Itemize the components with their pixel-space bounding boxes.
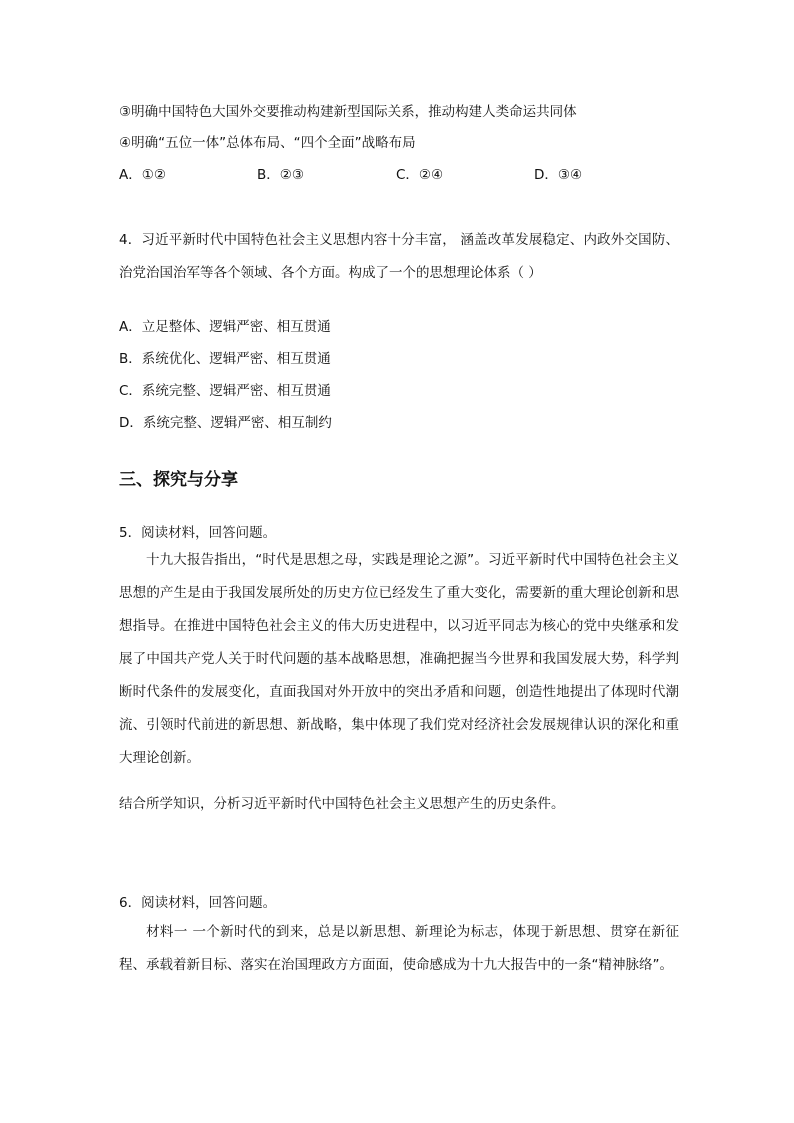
q3-option-c[interactable]: C．②④ <box>396 167 444 183</box>
q4-option-c[interactable]: C．系统完整、逻辑严密、相互贯通 <box>119 383 331 399</box>
section-heading: 三、探究与分享 <box>119 470 238 490</box>
q4-stem: 4．习近平新时代中国特色社会主义思想内容十分丰富， 涵盖改革发展稳定、内政外交国防、治党治国治军等各个领域、各个方面。构成了一个的思想理论体系（ ） <box>119 232 679 281</box>
q3-options <box>119 165 679 185</box>
q5-stem: 5．阅读材料，回答问题。 <box>119 525 277 541</box>
q5-material: 十九大报告指出，“时代是思想之母，实践是理论之源”。习近平新时代中国特色社会主义思想的产生是由于我国发展所处的历史方位已经发生了重大变化，需要新的重大理论创新和思想指导。在推进中国特色社会主义的伟大历史进程中，以习近平同志为核心的党中央继承和发展了中国共产党人关于时代问题的基本战略思想，准确把握当今世界和我国发展大势，科学判断时代条件的发展变化，直面我国对外开放中的突出矛盾和问题，创造性地提出了体现时代潮流、引领时代前进的新思想、新战略，集中体现了我们党对经济社会发展规律认识的深化和重大理论创新。 <box>119 552 679 766</box>
q3-statement-4: ④明确“五位一体”总体布局、“四个全面”战略布局 <box>119 135 416 151</box>
q3-option-b[interactable]: B．②③ <box>257 167 304 183</box>
q3-statement-3: ③明确中国特色大国外交要推动构建新型国际关系，推动构建人类命运共同体 <box>119 104 577 120</box>
q5-question: 结合所学知识，分析习近平新时代中国特色社会主义思想产生的历史条件。 <box>119 796 565 812</box>
q4-option-a[interactable]: A．立足整体、逻辑严密、相互贯通 <box>119 319 331 335</box>
q6-material-1: 材料一 一个新时代的到来，总是以新思想、新理论为标志，体现于新思想、贯穿在新征程、承载着新目标、落实在治国理政方方面面，使命感成为十九大报告中的一条“精神脉络”。 <box>119 924 679 973</box>
q4-option-d[interactable]: D．系统完整、逻辑严密、相互制约 <box>119 415 332 431</box>
q3-option-a[interactable]: A．①② <box>119 167 166 183</box>
q3-option-d[interactable]: D．③④ <box>534 167 583 183</box>
q4-option-b[interactable]: B．系统优化、逻辑严密、相互贯通 <box>119 351 331 367</box>
q6-stem: 6．阅读材料，回答问题。 <box>119 895 277 911</box>
